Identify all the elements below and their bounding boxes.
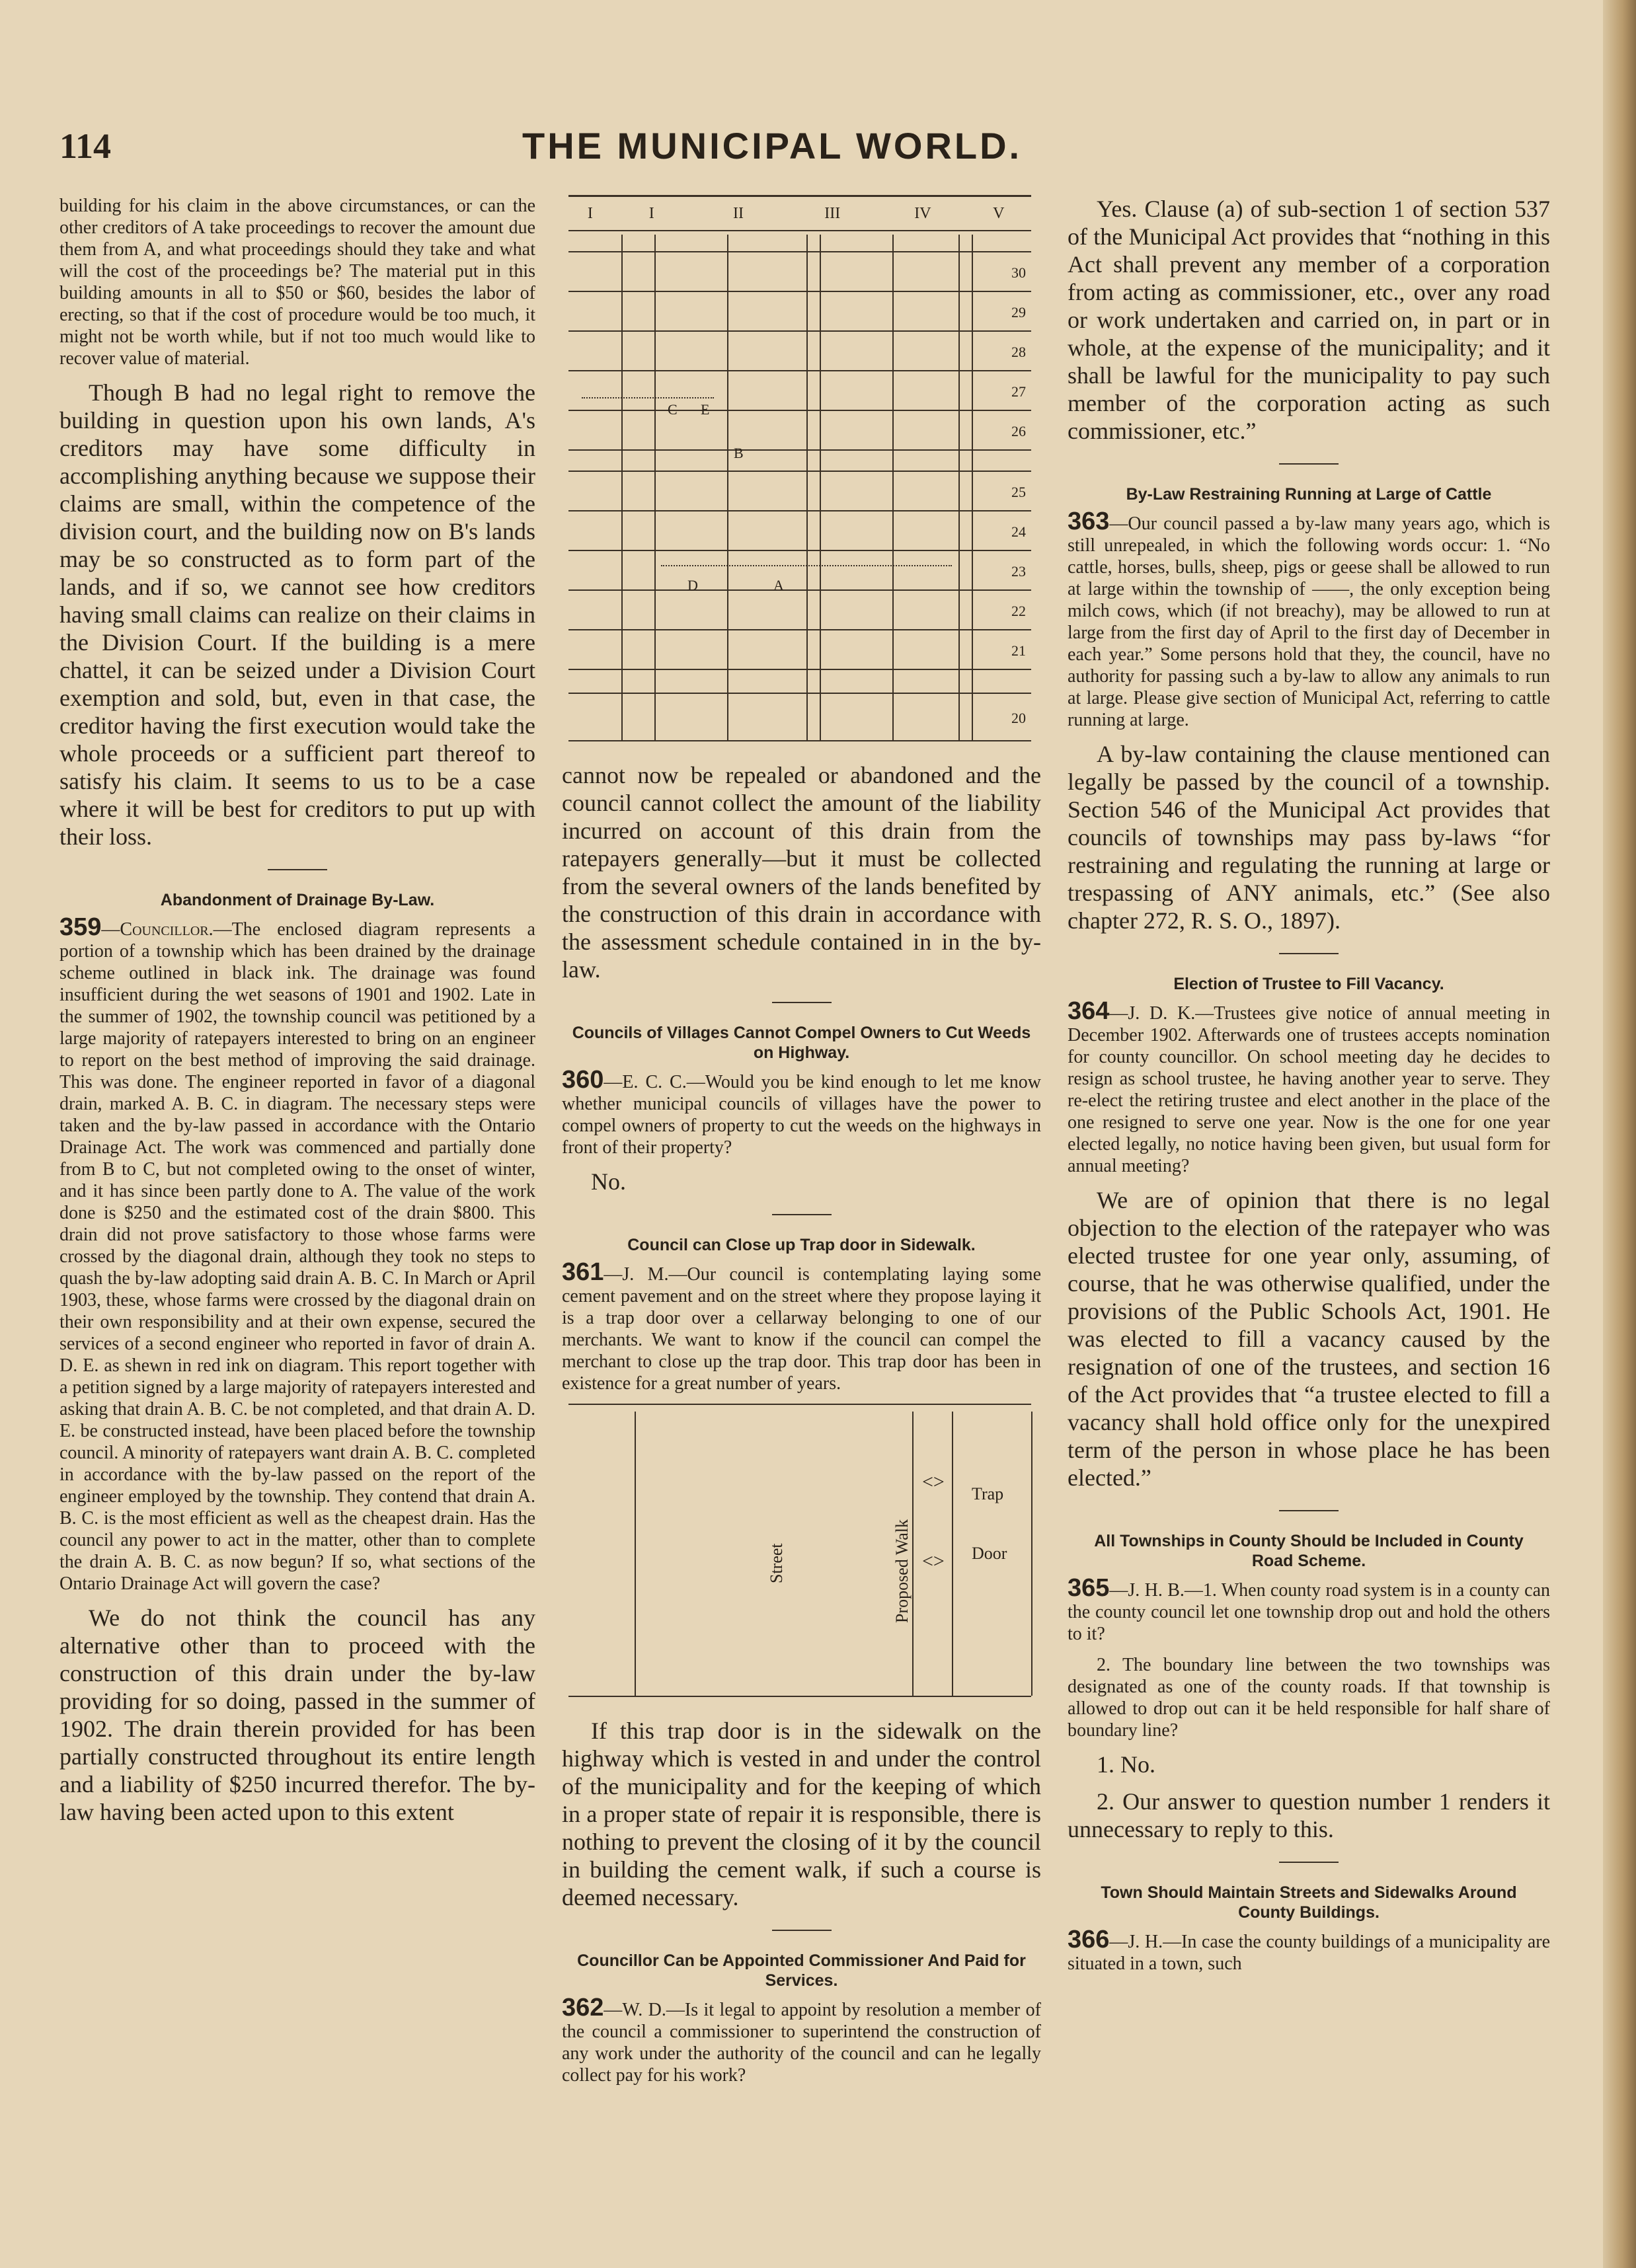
page-header: [59, 126, 1580, 172]
question-text: —J. H. B.—1. When county road system is in a county can the county council let one township drop out and hold the others to it?: [1068, 1580, 1550, 1644]
drain-line: [958, 235, 960, 741]
col-label: V: [966, 196, 1031, 231]
grid-row: [568, 630, 1031, 669]
row-number: 25: [1011, 484, 1026, 500]
question-364: [1068, 997, 1550, 1177]
divider: [1279, 1862, 1339, 1863]
answer-365-part-1: 1. No.: [1097, 1751, 1155, 1778]
row-number: 22: [1011, 603, 1026, 619]
question-360: [562, 1066, 1041, 1158]
answer-359: We do not think the council has any alternative other than to proceed with the construction of this drain under the by-law providing for so doing, passed in the summer of 1902. The drain therein provided for has been partially constructed throughout its entire length and a liability of $250 incurred therefor. The by-law having been acted upon to this extent: [59, 1605, 535, 1825]
question-text: —The enclosed diagram represents a portion of a township which has been drained by the drainage scheme outlined in black ink. The drainage was found insufficient during the wet seasons of 1901 and 1902. Late in the summer of 1902, the township council was petitioned by a large majority of ratepayers interested to bring on an engineer to report on the best method of improving the said drainage. This was done. The engineer reported in favor of a diagonal drain, marked A. B. C. in diagram. The necessary steps were taken and the by-law passed in accordance with the Ontario Drainage Act. The work was commenced and partially done from B to C, but not completed owing to the onset of winter, and it has since been partly done to A. The value of the work done is $250 and the estimated cost of the drain $800. This drain did not prove satisfactory to those whose farms were crossed by the diagonal drain, although they took no steps to quash the by-law adopting said drain A. B. C. In March or April 1903, these, whose farms were crossed by the diagonal drain on their own responsibility and at their own expense, secured the services of a second engineer who reported in favor of drain A. D. E. as shewn in red ink on diagram. This report together with a petition signed by a large majority of ratepayers interested and asking that drain A. B. C. be not completed, and that drain A. D. E. be constructed instead, have been placed before the township council. A minority of ratepayers want drain A. B. C. completed in accordance with the by-law passed on the report of the engineer employed by the township. They contend that drain A. B. C. is the most efficient as well as the cheapest drain. Has the council any power to act in the matter, other than to complete the drain A. B. C. as now begun? If so, what sections of the Ontario Drainage Act will govern the case?: [59, 919, 535, 1594]
question-text: —J. M.—Our council is contemplating laying some cement pavement and on the street where they propose laying it is a trap door over a cellarway belonging to one of our merchants. We want to know if the council can compel the merchant to close up the trap door. This trap door has been in existence for a great number of years.: [562, 1264, 1041, 1394]
question-number: 360: [562, 1066, 604, 1094]
answer-361: If this trap door is in the sidewalk on the highway which is vested in and under the control of the municipality and for the keeping of which in a proper state of repair it is responsible, there is nothing to prevent the closing of it by the council in building the cement walk, if such a course is deemed necessary.: [562, 1718, 1041, 1910]
grid-row: [568, 291, 1031, 331]
trap-marker-icon: <>: [922, 1471, 945, 1493]
row-number: 24: [1011, 523, 1026, 540]
answer-359-continued: cannot now be repealed or abandoned and the council cannot collect the amount of the liability incurred on account of this drain from the ratepayers generally—but it must be collected from the several owners of the lands benefited by the construction of this drain in accordance with the assessment schedule contained in in the by-law.: [562, 762, 1041, 983]
column-right: [1068, 195, 1550, 2217]
diagonal-drain: [661, 565, 952, 566]
col-label: II: [691, 196, 785, 231]
grid-row: [568, 590, 1031, 630]
heading-361: Council can Close up Trap door in Sidewalk.: [627, 1236, 976, 1254]
drain-line: [621, 235, 623, 741]
question-text: —E. C. C.—Would you be kind enough to let me know whether municipal councils of villages have the power to compel owners of property to cut the weeds on the highways in front of their property?: [562, 1072, 1041, 1158]
question-number: 361: [562, 1258, 604, 1286]
grid-row: [568, 471, 1031, 511]
question-number: 366: [1068, 1926, 1110, 1953]
drain-label-e: E: [701, 401, 710, 418]
drain-line: [806, 235, 808, 741]
grid-row: [568, 669, 1031, 693]
drain-line: [727, 235, 728, 741]
grid-row: [568, 511, 1031, 550]
page-edge: [1603, 0, 1636, 2268]
proposed-walk-label: Proposed Walk: [892, 1519, 912, 1623]
grid-row: [568, 450, 1031, 471]
drain-line: [892, 235, 894, 741]
answer-paragraph: Though B had no legal right to remove the building in question upon his own lands, A's creditors may have some difficulty in accomplishing anything because we suppose their claims are small, within the competence of the division court, and the building now on B's lands may be so constructed as to form part of the lands, and if so, we cannot see how creditors having small claims can realize on their claims in the Division Court. If the building is a mere chattel, it can be seized under a Division Court exemption and sold, but, even in that case, the creditor having the first execution would take the whole proceeds or a sufficient part thereof to satisfy his claim. It seems to us to be a case where it will be best for creditors to put up with their loss.: [59, 379, 535, 850]
drain-line: [972, 235, 973, 741]
grid-row: [568, 331, 1031, 371]
door-label: Door: [972, 1544, 1007, 1563]
diagonal-drain: [582, 397, 714, 398]
answer-364: We are of opinion that there is no legal objection to the election of the ratepayer who was elected trustee for one year only, assuming, of course, that he was otherwise qualified, under the provisions of the Public Schools Act, 1901. He was elected to fill a vacancy caused by the resignation of one of the trustees, and section 16 of the Act provides that “a trustee elected to fill a vacancy shall hold office only for the unexpired term of the person in whose place he has been elected.”: [1068, 1187, 1550, 1491]
row-number: 29: [1011, 304, 1026, 321]
answer-365-part-2: 2. Our answer to question number 1 renders it unnecessary to reply to this.: [1068, 1788, 1550, 1842]
grid-row: [568, 693, 1031, 741]
question-number: 359: [59, 913, 102, 941]
drainage-grid: [568, 195, 1031, 741]
divider: [1279, 953, 1339, 954]
question-362: [562, 1994, 1041, 2086]
question-365-part-2: 2. The boundary line between the two townships was designated as one of the county roads. If that township is allowed to drop out can it be held responsible for half share of boundary line?: [1068, 1655, 1550, 1741]
divider: [1279, 1510, 1339, 1511]
drain-label-b: B: [734, 445, 744, 461]
question-text: —Our council passed a by-law many years ago, which is still unrepealed, in which the following words occur: 1. “No cattle, horses, bulls, sheep, pigs or geese shall be allowed to run at large within the township of ——, the only exception being milch cows, which (if not breachy), may be allowed to run at large from the first day of April to the first day of December in each year.” Some persons hold that they, the council, have no authority for passing such a by-law to allow any animals to run at large. Please give section of Municipal Act, referring to cattle running at large.: [1068, 513, 1550, 730]
divider: [1279, 463, 1339, 465]
row-number: 27: [1011, 383, 1026, 400]
grid-row: [568, 550, 1031, 590]
heading-360: Councils of Villages Cannot Compel Owners to Cut Weeds on Highway.: [572, 1024, 1031, 1062]
drainage-diagram: [568, 195, 1031, 741]
row-number: 23: [1011, 563, 1026, 580]
drain-label-a: A: [773, 577, 784, 593]
divider: [268, 869, 327, 870]
question-number: 365: [1068, 1574, 1110, 1602]
answer-363: A by-law containing the clause mentioned can legally be passed by the council of a township. Section 546 of the Municipal Act provides that councils of townships may pass by-laws “for restraining and regulating the running at large or trespassing of ANY animals, etc.” (See also chapter 272, R. S. O., 1897).: [1068, 741, 1550, 934]
trap-marker-icon: <>: [922, 1550, 945, 1572]
question-number: 364: [1068, 997, 1110, 1025]
column-middle: [562, 195, 1041, 2217]
heading-363: By-Law Restraining Running at Large of Cattle: [1126, 485, 1492, 504]
question-363: [1068, 508, 1550, 731]
divider: [772, 1930, 832, 1931]
question-number: 363: [1068, 508, 1110, 535]
paragraph: building for his claim in the above circumstances, or can the other creditors of A take proceedings to recover the amount due them from A, and what proceedings should they take and what will the cost of the proceedings be? The material put in this building amounts in all to $50 or $60, besides the labor of erecting, so that if the cost of procedure would be too much, it might not be worth while, but if not too much would like to recover value of material.: [59, 196, 535, 369]
col-label: I: [612, 196, 691, 231]
grid-row: [568, 410, 1031, 450]
heading-359: Abandonment of Drainage By-Law.: [160, 891, 435, 909]
walk-line: [952, 1412, 953, 1696]
street-line: [635, 1412, 636, 1696]
grid-row: [568, 252, 1031, 291]
question-361: [562, 1258, 1041, 1394]
answer-360: No.: [591, 1168, 626, 1195]
heading-362: Councillor Can be Appointed Commissioner And Paid for Services.: [577, 1951, 1026, 1990]
heading-364: Election of Trustee to Fill Vacancy.: [1173, 975, 1444, 993]
trap-label: Trap: [972, 1484, 1004, 1503]
row-number: 28: [1011, 344, 1026, 360]
drain-line: [820, 235, 821, 741]
answer-362: Yes. Clause (a) of sub-section 1 of section 537 of the Municipal Act provides that “nothing in this Act shall prevent any member of a corporation from acting as commissioner, etc., over any road or work undertaken and carried on, in part or in whole, at the expense of the municipality; and it shall be lawful for the municipality to pay such member of the corporation acting as such commissioner, etc.”: [1068, 196, 1550, 444]
drain-label-d: D: [687, 577, 698, 593]
divider: [772, 1214, 832, 1215]
col-label: IV: [879, 196, 966, 231]
grid-row: [568, 371, 1031, 410]
divider: [772, 1002, 832, 1003]
question-365: [1068, 1574, 1550, 1645]
question-366: [1068, 1926, 1550, 1975]
column-left: [59, 195, 535, 2217]
heading-365: All Townships in County Should be Included in County Road Scheme.: [1094, 1532, 1524, 1570]
walk-line: [912, 1412, 914, 1696]
col-label: I: [568, 196, 612, 231]
row-number: 21: [1011, 642, 1026, 659]
street-label: Street: [767, 1543, 786, 1583]
row-number: 26: [1011, 423, 1026, 439]
heading-366: Town Should Maintain Streets and Sidewalks Around County Buildings.: [1101, 1883, 1517, 1922]
masthead-title: THE MUNICIPAL WORLD.: [522, 125, 1023, 167]
row-number: 30: [1011, 264, 1026, 281]
drain-line: [654, 235, 656, 741]
question-text: —J. H.—In case the county buildings of a municipality are situated in a town, such: [1068, 1932, 1550, 1974]
question-number: 362: [562, 1994, 604, 2022]
walk-line: [1031, 1412, 1032, 1696]
grid-header-row: [568, 196, 1031, 231]
trap-door-diagram: [568, 1404, 1031, 1697]
question-text: —J. D. K.—Trustees give notice of annual meeting in December 1902. Afterwards one of trustees accepts nomination for county councillor. On school meeting day he decides to resign as school trustee, he having another year to serve. They re-elect the retiring trustee and elect another in the place of the one resigned to serve one year. Now is the one for one year elected legally, no notice having been given, but usual form for annual meeting?: [1068, 1003, 1550, 1176]
grid-row: [568, 231, 1031, 252]
question-text: —W. D.—Is it legal to appoint by resolution a member of the council a commissioner to superintend the construction of any work under the authority of the council and can he legally collect pay for his work?: [562, 2000, 1041, 2086]
page-number: 114: [59, 126, 112, 166]
row-number: 20: [1011, 710, 1026, 726]
col-label: III: [785, 196, 879, 231]
drain-label-c: C: [668, 401, 678, 418]
question-359: [59, 913, 535, 1595]
question-author: —Councillor.: [101, 919, 214, 940]
